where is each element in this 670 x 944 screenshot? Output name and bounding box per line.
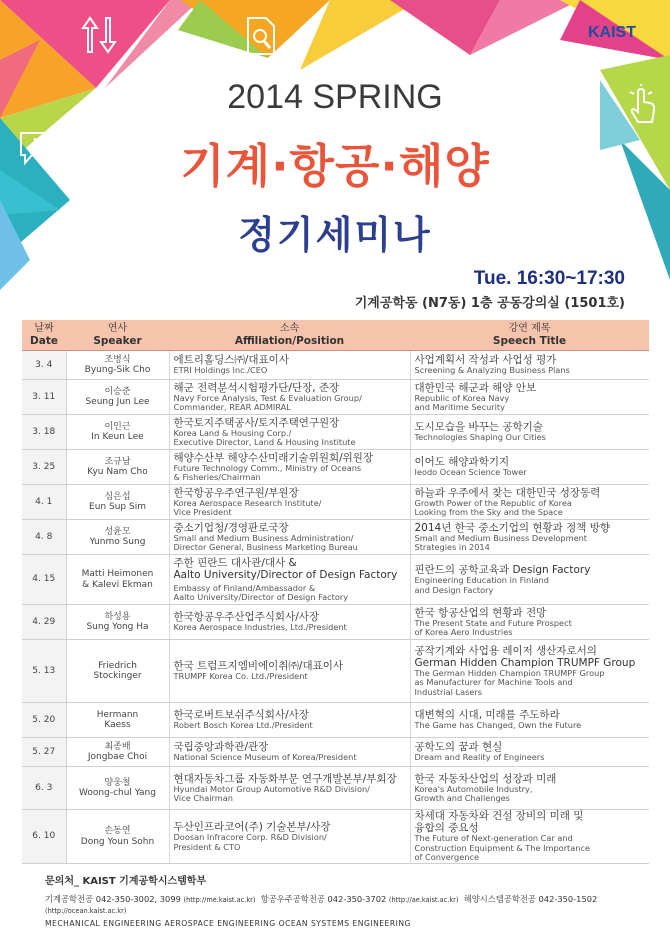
- speaker-name-en: Yunmo Sung: [89, 537, 146, 547]
- date-cell: 4. 1: [22, 485, 66, 520]
- speech-title-en: Growth Power of the Republic of Korea: [414, 497, 572, 508]
- speaker-name-ko: 양웅철: [104, 777, 131, 788]
- speech-title-en: Dream and Reality of Engineers: [414, 752, 545, 763]
- document-search-icon: [244, 16, 278, 56]
- date-cell: 5. 13: [22, 640, 66, 703]
- date-cell: 3. 18: [22, 415, 66, 450]
- seminar-place: 기계공학동 (N7동) 1층 공동강의실 (1501호): [354, 296, 625, 311]
- date-cell: 6. 10: [22, 810, 66, 864]
- footer: [45, 872, 655, 928]
- speech-title-en: The Present State and Future Prospect: [414, 617, 572, 628]
- date-cell: 3. 25: [22, 450, 66, 485]
- contact-label: 문의처_ KAIST 기계공학시스템학부: [45, 876, 207, 887]
- speaker-name-en: & Kalevi Ekman: [82, 579, 153, 590]
- speaker-name-ko: 조병식: [104, 354, 131, 365]
- affiliation-cell: [169, 738, 410, 767]
- speech-title-cell: [410, 810, 649, 864]
- speech-title-ko-2: 융합의 중요성: [414, 822, 479, 835]
- speaker-name-en: Kyu Nam Cho: [87, 467, 148, 477]
- schedule-table: [22, 320, 649, 864]
- speaker-name-ko: Matti Heimonen: [81, 569, 154, 579]
- date-cell: 4. 29: [22, 605, 66, 640]
- affiliation-en: Korea Aerospace Research Institute/: [173, 497, 322, 508]
- affiliation-en: Commander, REAR ADMIRAL: [173, 402, 291, 412]
- speech-title-en: Industrial Lasers: [414, 686, 483, 697]
- date-cell: 4. 15: [22, 555, 66, 605]
- affiliation-cell: [169, 485, 410, 520]
- speech-title-cell: [410, 605, 649, 640]
- speech-title-en: Ieodo Ocean Science Tower: [414, 467, 527, 478]
- speaker-name-ko: 성윤모: [104, 526, 131, 537]
- speech-title-en: Looking from the Sky and the Space: [414, 507, 563, 517]
- affiliation-cell: [169, 555, 410, 605]
- speech-title-ko: 대한민국 해군과 해양 안보: [414, 381, 537, 394]
- affiliation-cell: [169, 415, 410, 450]
- speaker-cell: [66, 415, 169, 450]
- affiliation-cell: [169, 810, 410, 864]
- table-row: [22, 640, 649, 703]
- table-row: [22, 380, 649, 415]
- affiliation-ko: 중소기업청/경영판로국장: [173, 521, 289, 534]
- date-header: 날짜 Date: [22, 320, 66, 351]
- affiliation-cell: [169, 767, 410, 810]
- speaker-name-ko: 최종배: [104, 741, 131, 752]
- speaker-cell: [66, 380, 169, 415]
- speech-title-ko: 도시모습을 바꾸는 공학기술: [414, 421, 543, 434]
- affiliation-ko: 에트리홀딩스㈜/대표이사: [173, 354, 289, 367]
- dept-me: 기계공학전공 042-350-3002, 3099: [45, 894, 181, 904]
- affiliation-ko: 현대자동차그룹 자동화부문 연구개발본부/부회장: [173, 772, 397, 785]
- affiliation-cell: [169, 605, 410, 640]
- affiliation-en: ETRI Holdings Inc./CEO: [173, 365, 268, 376]
- speaker-name-en: Jongbae Choi: [87, 752, 148, 762]
- speech-title-en: Construction Equipment & The Importance: [414, 842, 591, 853]
- affiliation-en: Robert Bosch Korea Ltd./President: [173, 720, 313, 731]
- speaker-name-ko: 이인근: [104, 421, 131, 432]
- speaker-name-ko: 조규남: [104, 456, 131, 467]
- table-row: [22, 767, 649, 810]
- speech-title-ko: 하늘과 우주에서 찾는 대한민국 성장동력: [414, 486, 601, 499]
- table-header-row: [22, 320, 649, 351]
- speech-title-en: Korea's Automobile Industry,: [414, 783, 533, 794]
- speech-title-cell: [410, 767, 649, 810]
- speech-title-cell: [410, 520, 649, 555]
- speech-title-en: The Future of Next-generation Car and: [414, 833, 573, 844]
- kaist-logo: KAIST: [588, 24, 636, 41]
- speech-title-ko: 사업계획서 작성과 사업성 평가: [414, 354, 557, 367]
- table-row: [22, 415, 649, 450]
- arrows-up-down-icon: [80, 14, 120, 56]
- affiliation-ko: 두산인프라코어(주) 기술본부/사장: [173, 821, 331, 834]
- speech-title-en: of Korea Aero Industries: [414, 627, 513, 637]
- speaker-name-ko: 심은섭: [104, 491, 131, 502]
- date-cell: 6. 3: [22, 767, 66, 810]
- speech-title-ko: 차세대 자동차와 건설 장비의 미래 및: [414, 810, 584, 823]
- speaker-cell: [66, 351, 169, 380]
- affiliation-en: Navy Force Analysis, Test & Evaluation Group/: [173, 392, 362, 403]
- date-cell: 4. 8: [22, 520, 66, 555]
- speech-title-ko: 공학도의 꿈과 현실: [414, 741, 503, 754]
- speech-title-cell: [410, 703, 649, 738]
- speech-title-cell: [410, 380, 649, 415]
- affiliation-en: Small and Medium Business Administration/: [173, 532, 354, 543]
- affiliation-en: Hyundai Motor Group Automotive R&D Division/: [173, 783, 370, 794]
- speaker-name-ko: 이승준: [104, 386, 131, 397]
- speech-title-en: Engineering Education in Finland: [414, 575, 549, 586]
- affiliation-ko: 한국로버트보쉬주식회사/사장: [173, 709, 309, 722]
- table-row: [22, 738, 649, 767]
- affiliation-en: Director General, Business Marketing Bureau: [173, 542, 358, 552]
- speaker-name-en: Byung-Sik Cho: [84, 365, 151, 375]
- speech-title-en: Small and Medium Business Development: [414, 532, 588, 543]
- speaker-name-en: In Keun Lee: [91, 432, 144, 442]
- speaker-name-en: Kaess: [104, 720, 131, 730]
- affiliation-en: Executive Director, Land & Housing Institute: [173, 437, 356, 447]
- speaker-name-en: Stockinger: [93, 671, 142, 681]
- affiliation-en: Korea Aerospace Industries, Ltd./President: [173, 622, 347, 633]
- affiliation-en: Korea Land & Housing Corp./: [173, 427, 292, 438]
- affiliation-en: Doosan Infracore Corp. R&D Division/: [173, 832, 327, 843]
- date-cell: 5. 27: [22, 738, 66, 767]
- seminar-subtitle: 정기세미나: [238, 213, 432, 257]
- affiliation-header: 소속 Affiliation/Position: [169, 320, 410, 351]
- affiliation-en: Aalto University/Director of Design Factory: [173, 592, 349, 602]
- speaker-name-ko: Friedrich: [98, 660, 137, 671]
- speaker-cell: [66, 640, 169, 703]
- speaker-name-ko: 하성용: [104, 611, 131, 622]
- speech-title-en: of Convergence: [414, 852, 479, 863]
- speaker-cell: [66, 450, 169, 485]
- dept-ocean-url[interactable]: (http://ocean.kaist.ac.kr): [45, 907, 127, 915]
- affiliation-ko: 주한 핀란드 대사관/대사 &: [173, 556, 297, 569]
- table-row: [22, 555, 649, 605]
- speech-title-ko: 대변혁의 시대, 미래를 주도하라: [414, 709, 560, 722]
- affiliation-ko: 한국항공우주산업주식회사/사장: [173, 611, 320, 624]
- speaker-name-en: Sung Yong Ha: [86, 622, 149, 632]
- fields-line: MECHANICAL ENGINEERING AEROSPACE ENGINEERING OCEAN SYSTEMS ENGINEERING: [45, 919, 411, 928]
- speech-title-en: as Manufacturer for Machine Tools and: [414, 677, 573, 688]
- affiliation-en: Embassy of Finland/Ambassador &: [173, 582, 316, 593]
- affiliation-en: & Fisheries/Chairman: [173, 472, 261, 482]
- speech-title-ko: 이어도 해양과학기지: [414, 456, 510, 469]
- affiliation-cell: [169, 380, 410, 415]
- speech-title-en: Republic of Korea Navy: [414, 392, 510, 403]
- affiliation-en: President & CTO: [173, 841, 241, 852]
- season-title: 2014 SPRING: [227, 78, 443, 116]
- speech-title-cell: [410, 351, 649, 380]
- table-row: [22, 810, 649, 864]
- speech-title-ko: 한국 자동차산업의 성장과 미래: [414, 772, 557, 785]
- speaker-cell: [66, 605, 169, 640]
- affiliation-en: National Science Museum of Korea/President: [173, 752, 357, 763]
- affiliation-cell: [169, 520, 410, 555]
- speaker-cell: [66, 555, 169, 605]
- date-cell: 3. 11: [22, 380, 66, 415]
- affiliation-cell: [169, 640, 410, 703]
- table-row: [22, 605, 649, 640]
- affiliation-cell: [169, 351, 410, 380]
- speech-title-ko: 한국 항공산업의 현황과 전망: [414, 606, 547, 619]
- speech-title-ko: 핀란드의 공학교육과 Design Factory: [414, 564, 591, 577]
- table-row: [22, 703, 649, 738]
- affiliation-ko: 국립중앙과학관/관장: [173, 741, 269, 754]
- affiliation-cell: [169, 703, 410, 738]
- speech-title-en: and Maritime Security: [414, 402, 505, 412]
- schedule-body: [22, 351, 649, 864]
- affiliation-en: Vice President: [173, 507, 232, 517]
- seminar-time: Tue. 16:30~17:30: [473, 268, 625, 289]
- speech-title-en: Growth and Challenges: [414, 793, 510, 803]
- department-contacts: [45, 893, 655, 915]
- dept-me-url[interactable]: (http://me.kaist.ac.kr): [183, 896, 256, 904]
- speech-title-cell: [410, 640, 649, 703]
- speaker-name-en: Dong Youn Sohn: [80, 836, 155, 847]
- speaker-name-en: Seung Jun Lee: [85, 397, 150, 407]
- affiliation-ko-2: Aalto University/Director of Design Factory: [173, 568, 398, 581]
- table-row: [22, 485, 649, 520]
- title-header: 강연 제목 Speech Title: [410, 320, 649, 351]
- speech-title-cell: [410, 738, 649, 767]
- table-row: [22, 351, 649, 380]
- speaker-cell: [66, 767, 169, 810]
- speaker-cell: [66, 810, 169, 864]
- speech-title-en: Screening & Analyzing Business Plans: [414, 365, 570, 376]
- speaker-name-ko: Hermann: [96, 709, 139, 720]
- dept-ocean: 해양시스템공학전공 042-350-1502: [463, 894, 598, 904]
- speech-title-cell: [410, 450, 649, 485]
- speaker-cell: [66, 738, 169, 767]
- dept-ae-url[interactable]: (http://ae.kaist.ac.kr): [388, 896, 459, 904]
- affiliation-en: Vice Chairman: [173, 793, 233, 803]
- speech-title-cell: [410, 485, 649, 520]
- dept-ae: 항공우주공학전공 042-350-3702: [260, 894, 387, 904]
- speech-title-en: The German Hidden Champion TRUMPF Group: [414, 667, 605, 678]
- affiliation-ko: 한국 트럼프지엠비에이취㈜/대표이사: [173, 660, 344, 673]
- speaker-header: 연사 Speaker: [66, 320, 169, 351]
- date-cell: 3. 4: [22, 351, 66, 380]
- affiliation-ko: 해양수산부 해양수산미래기술위원회/위원장: [173, 451, 374, 464]
- affiliation-en: Future Technology Comm., Ministry of Oceans: [173, 462, 362, 473]
- table-row: [22, 520, 649, 555]
- speech-title-ko: 공작기계와 사업용 레이저 생산자로서의: [414, 644, 597, 657]
- speech-title-cell: [410, 415, 649, 450]
- affiliation-cell: [169, 450, 410, 485]
- table-row: [22, 450, 649, 485]
- speech-title-en: Strategies in 2014: [414, 542, 490, 552]
- speaker-cell: [66, 485, 169, 520]
- affiliation-ko: 한국항공우주연구원/부원장: [173, 486, 299, 499]
- speech-title-en: The Game has Changed, Own the Future: [414, 720, 582, 731]
- speaker-name-ko: 손동연: [104, 826, 131, 836]
- speaker-name-en: Woong-chul Yang: [79, 788, 156, 798]
- speaker-name-en: Eun Sup Sim: [89, 502, 146, 512]
- affiliation-ko: 해군 전력분석시험평가단/단장, 준장: [173, 381, 340, 394]
- affiliation-en: TRUMPF Korea Co. Ltd./President: [173, 671, 308, 682]
- seminar-title: 기계·항공·해양: [180, 139, 490, 193]
- speech-title-en: Technologies Shaping Our Cities: [414, 432, 546, 443]
- affiliation-ko: 한국토지주택공사/토지주택연구원장: [173, 416, 340, 429]
- speech-title-cell: [410, 555, 649, 605]
- speech-title-ko: 2014년 한국 중소기업의 현황과 정책 방향: [414, 521, 611, 534]
- speaker-cell: [66, 703, 169, 738]
- speech-title-ko-2: German Hidden Champion TRUMPF Group: [414, 656, 636, 669]
- date-cell: 5. 20: [22, 703, 66, 738]
- speaker-cell: [66, 520, 169, 555]
- speech-title-en: and Design Factory: [414, 584, 494, 595]
